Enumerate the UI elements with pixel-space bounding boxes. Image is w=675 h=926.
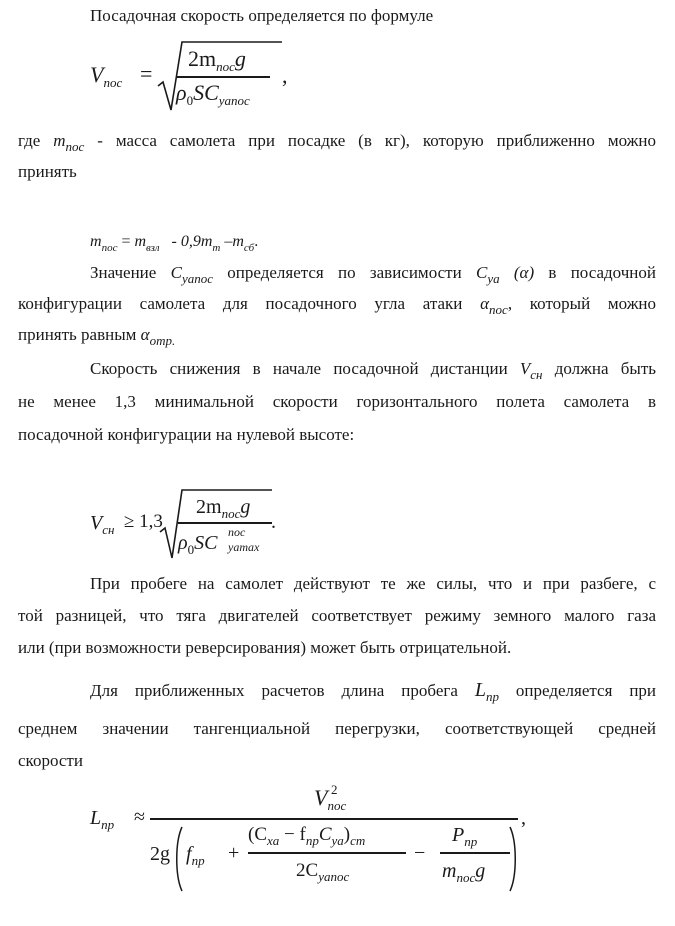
formula-term: $L_{пр}$ (90, 807, 115, 832)
formula-operator: + (228, 842, 240, 864)
fraction-denominator: $\rho_0SC_{yaпос}$ (176, 80, 250, 108)
formula-punct: , (282, 63, 288, 88)
formula-operator: ≥ 1,3 (124, 511, 163, 532)
fraction-denominator: $\rho_0SC$ (178, 532, 218, 557)
inner-numerator: $(C_{xa} - f_{пр}C_{ya})_{ст}$ (248, 824, 366, 848)
inner-denominator: $m_{пос}g$ (442, 860, 486, 885)
right-paren (508, 826, 518, 892)
inner-numerator: $P_{пр}$ (452, 824, 478, 849)
fraction-bar (176, 76, 270, 78)
paragraph-1 (90, 6, 433, 26)
paragraph-3: Значение $C_{yaпос}$ определяется по зависимости $C_{ya}$ (α) в посадочной (90, 263, 656, 286)
formula-operator: = (140, 61, 153, 86)
paragraph-4-line-2: не менее 1,3 минимальной скорости горизонтального полета самолета в (18, 392, 656, 411)
fraction-numerator: $2m_{пос}g$ (188, 46, 246, 74)
paragraph-6-line-3: скорости (18, 751, 83, 770)
formula-punct: , (521, 807, 526, 829)
paragraph-3-line-3: принять равным $\alpha_{отр.}$ (18, 325, 176, 348)
paragraph-6-line-2: среднем значении тангенциальной перегрузки, соответствующей средней (18, 719, 656, 738)
paragraph-5-line-2: той разницей, что тяга двигателей соответствует режиму земного малого газа (18, 606, 656, 625)
paragraph-4: Скорость снижения в начале посадочной дистанции $V_{сн}$ должна быть (90, 359, 656, 382)
fraction-numerator: $2m_{пос}g$ (196, 496, 251, 521)
fraction-numerator: V 2 $_{пос}$ (314, 782, 347, 813)
paragraph-2: где $m_{пос}$ - масса самолета при посадке (в кг), которую приближенно можно (18, 131, 657, 154)
subscript: yamax (228, 540, 260, 554)
formula-punct: . (271, 511, 276, 533)
paragraph-5-line-3: или (при возможности реверсирования) может быть отрицательной. (18, 638, 512, 657)
paragraph-2-cont: принять (18, 162, 77, 181)
formula-term: $f_{пр}$ (186, 843, 205, 868)
fraction-bar (150, 818, 518, 820)
formula-operator: ≈ (134, 806, 145, 828)
formula-term: $V_{сн}$ (90, 512, 115, 537)
inner-fraction-bar (440, 852, 510, 854)
inner-denominator: $2C_{yaпос}$ (296, 860, 350, 884)
fraction-bar (178, 522, 272, 524)
paragraph-6: Для приближенных расчетов длина пробега $L_{пр}$ определяется при (90, 679, 657, 704)
formula-operator: − (414, 842, 426, 864)
formula-2: $m_{пос} = m_{взл}$ - $0,9m_т$ $-m_{сб}$. (90, 233, 259, 254)
superscript: пос (228, 525, 246, 539)
text-line: Посадочная скорость определяется по формуле (90, 6, 434, 25)
paragraph-3-line-2: конфигурации самолета для посадочного угла атаки $\alpha_{пос}$, который можно (18, 294, 657, 317)
formula-term: $V_{пос}$ (90, 62, 123, 90)
inner-fraction-bar (248, 852, 406, 854)
left-paren (174, 826, 184, 892)
paragraph-5: При пробеге на самолет действуют те же силы, что и при разбеге, с (90, 574, 656, 593)
paragraph-4-line-3: посадочной конфигурации на нулевой высоте: (18, 425, 355, 444)
formula-term: 2g (150, 843, 170, 865)
